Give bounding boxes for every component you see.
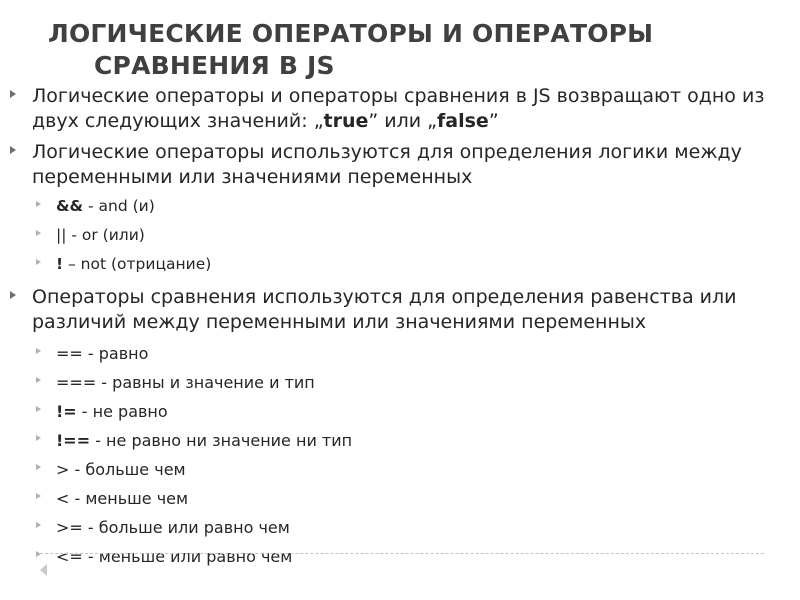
operator-symbol: !== xyxy=(56,431,91,450)
operator-description: - равно xyxy=(82,344,149,363)
operator-description: - не равно xyxy=(76,402,168,421)
operator-symbol: && xyxy=(56,197,84,215)
bullet-text-mid: ” или „ xyxy=(368,110,438,132)
sub-bullet-marker-icon xyxy=(36,493,41,499)
operator-symbol: || xyxy=(56,226,67,244)
comparison-operator-strict-not-equal xyxy=(56,430,800,451)
bullet-text-suffix: ” xyxy=(488,110,499,132)
operator-symbol: === xyxy=(56,373,97,392)
operator-description: - не равно ни значение ни тип xyxy=(90,431,353,450)
logical-operator-and xyxy=(56,196,800,217)
operator-description: – not (отрицание) xyxy=(63,255,212,273)
sub-bullet-marker-icon xyxy=(36,377,41,383)
operator-symbol: ! xyxy=(56,255,64,273)
operator-description: - меньше чем xyxy=(69,489,189,508)
comparison-operator-less-or-equal xyxy=(56,546,800,567)
sub-bullet-marker-icon xyxy=(36,464,41,470)
sub-bullet-marker-icon xyxy=(36,348,41,354)
sub-bullet-marker-icon xyxy=(36,522,41,528)
logical-operator-not xyxy=(56,254,800,275)
bullet-marker-icon xyxy=(10,291,16,299)
operator-description: - меньше или равно чем xyxy=(82,547,293,566)
slide-nav-back-icon[interactable] xyxy=(40,564,47,576)
sub-bullet-marker-icon xyxy=(36,259,41,265)
sub-bullet-marker-icon xyxy=(36,201,41,207)
slide-title xyxy=(48,18,768,82)
comparison-operator-less xyxy=(56,488,800,509)
operator-description: - больше или равно чем xyxy=(82,518,290,537)
operator-symbol: == xyxy=(56,344,83,363)
sub-bullet-marker-icon xyxy=(36,435,41,441)
slide-footer-divider xyxy=(40,553,764,554)
bullet-return-values xyxy=(32,84,792,134)
operator-description: - or (или) xyxy=(66,226,145,244)
bullet-text-prefix: Логические операторы и операторы сравнения в JS возвращают одно из двух следующих значений: „ xyxy=(32,85,765,132)
comparison-operator-greater-or-equal xyxy=(56,517,800,538)
operator-symbol: <= xyxy=(56,547,83,566)
bullet-text: Логические операторы используются для определения логики между переменными или значениями переменных xyxy=(32,141,742,188)
operator-symbol: > xyxy=(56,460,70,479)
bullet-marker-icon xyxy=(10,90,16,98)
slide-title-line-2: СРАВНЕНИЯ В JS xyxy=(94,51,335,80)
bullet-comparison-operators xyxy=(32,285,792,335)
operator-symbol: != xyxy=(56,402,77,421)
comparison-operator-greater xyxy=(56,459,800,480)
operator-description: - больше чем xyxy=(69,460,186,479)
bullet-marker-icon xyxy=(10,146,16,154)
comparison-operator-not-equal xyxy=(56,401,800,422)
operator-description: - равны и значение и тип xyxy=(96,373,315,392)
value-true: true xyxy=(323,110,369,132)
value-false: false xyxy=(437,110,489,132)
operator-symbol: >= xyxy=(56,518,83,537)
comparison-operator-strict-equal xyxy=(56,372,800,393)
slide-body xyxy=(0,84,800,575)
sub-bullet-marker-icon xyxy=(36,406,41,412)
bullet-logical-operators xyxy=(32,140,792,190)
slide-title-line-1: ЛОГИЧЕСКИЕ ОПЕРАТОРЫ И ОПЕРАТОРЫ xyxy=(48,19,654,48)
sub-bullet-marker-icon xyxy=(36,551,41,557)
logical-operator-or xyxy=(56,225,800,246)
sub-bullet-marker-icon xyxy=(36,230,41,236)
comparison-operator-equal xyxy=(56,343,800,364)
operator-symbol: < xyxy=(56,489,70,508)
bullet-text: Операторы сравнения используются для определения равенства или различий между переменными или значениями переменных xyxy=(32,286,737,333)
operator-description: - and (и) xyxy=(83,197,155,215)
